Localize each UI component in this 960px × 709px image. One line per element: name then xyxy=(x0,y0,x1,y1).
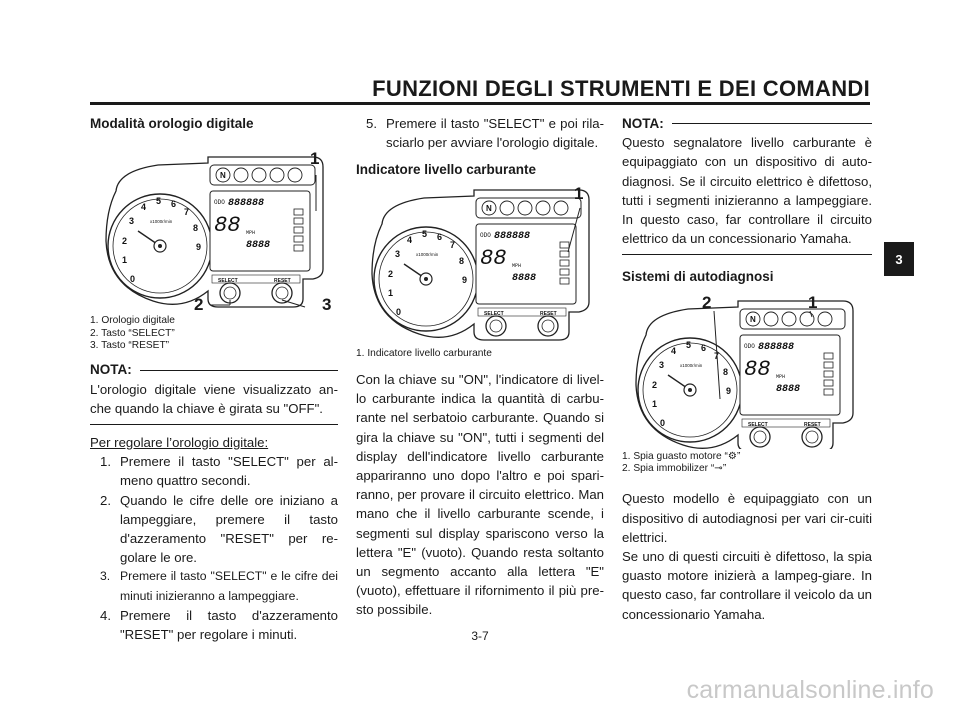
caption-text: 1. Spia guasto motore “ xyxy=(622,450,728,462)
caption-text-end: ” xyxy=(737,450,741,462)
nota-end-rule xyxy=(622,254,872,255)
fuel-gauge-figure xyxy=(356,182,604,342)
caption-text: 2. Spia immobilizer “ xyxy=(622,463,715,475)
procedure-title: Per regolare l’orologio digitale: xyxy=(90,435,269,451)
header-rule xyxy=(90,102,870,105)
column-3 xyxy=(622,114,872,624)
caption-1: 1. Orologio digitale xyxy=(90,315,175,327)
procedure-steps-continued xyxy=(356,114,604,152)
caption-fuel-gauge: 1. Indicatore livello carburante xyxy=(356,347,492,359)
self-diagnosis-body-2: Se uno di questi circuiti è difettoso, la spia guasto motore inizierà a lampeg-giare. In questo caso, far controllare il veicolo da un concessionario Yamaha. xyxy=(622,549,872,622)
step-text: Premere il tasto d'azzeramento "RESET" per regolare i minuti. xyxy=(120,607,338,643)
nota-label: NOTA: xyxy=(622,116,664,131)
nota-rule xyxy=(140,370,338,371)
caption-engine-warning xyxy=(622,451,872,463)
step-item xyxy=(356,114,604,152)
self-diagnosis-drawing xyxy=(622,289,872,449)
fuel-gauge-drawing xyxy=(356,182,604,342)
section-heading-fuel-gauge: Indicatore livello carburante xyxy=(356,162,537,178)
step-number: 1. xyxy=(100,454,111,470)
callout-3: 3 xyxy=(322,295,332,315)
caption-immobilizer xyxy=(622,463,872,475)
procedure-steps xyxy=(90,452,338,644)
step-text: Premere il tasto "SELECT" per al-meno quattro secondi. xyxy=(120,454,338,489)
engine-warning-icon: ⚙ xyxy=(727,450,738,462)
step-number: 4. xyxy=(100,607,111,623)
watermark: carmanualsonline.info xyxy=(686,676,934,704)
step-text: Premere il tasto "SELECT" e le cifre dei minuti inizieranno a lampeggiare. xyxy=(120,569,338,603)
self-diagnosis-figure xyxy=(622,289,872,449)
fuel-gauge-body: Con la chiave su "ON", l'indicatore di livel-lo carburante indica la quantità di carbu-rante nel serbatoio carburante. Quando si gira la chiave su "ON", tutti i segmenti del display dell'indicatore livello carburante appariranno uno dopo l'altro e poi spari-ranno, per provare il circuito elettrico. Man mano che il livello carburante scende, i segmenti sul display spariscono verso la lettera "E" (vuoto). Quando resta soltanto un segmento accanto alla lettera "E" (vuoto), effettuare il rifornimento il più pre-sto possibile. xyxy=(356,372,604,618)
callout-2: 2 xyxy=(702,292,712,312)
nota-end-rule xyxy=(90,424,338,425)
column-1 xyxy=(90,114,338,644)
callout-1: 1 xyxy=(574,183,584,203)
nota-header xyxy=(622,114,872,133)
chapter-tab: 3 xyxy=(884,242,914,276)
step-number: 5. xyxy=(366,116,377,131)
key-icon: ⊸ xyxy=(714,463,723,475)
step-number: 3. xyxy=(100,569,111,584)
section-heading-digital-clock: Modalità orologio digitale xyxy=(90,116,254,131)
step-item xyxy=(90,491,338,568)
page-number: 3-7 xyxy=(471,629,489,643)
step-text: Premere il tasto "SELECT" e poi rila-sciarlo per avviare l'orologio digitale. xyxy=(386,116,604,151)
step-number: 2. xyxy=(100,492,111,508)
caption-2: 2. Tasto “SELECT” xyxy=(90,327,175,339)
section-heading-self-diagnosis: Sistemi di autodiagnosi xyxy=(622,269,774,285)
step-item xyxy=(90,452,338,490)
column-2 xyxy=(356,114,604,620)
nota-header xyxy=(90,360,338,379)
nota-rule xyxy=(672,123,872,124)
callout-2: 2 xyxy=(194,295,204,315)
step-item xyxy=(90,567,338,605)
instrument-panel-figure xyxy=(90,135,338,313)
nota-label: NOTA: xyxy=(90,362,132,378)
caption-3: 3. Tasto “RESET” xyxy=(90,340,170,352)
callout-1: 1 xyxy=(808,292,818,312)
instrument-panel-drawing xyxy=(90,135,338,313)
nota-text: Questo segnalatore livello carburante è equipaggiato con un dispositivo di auto-diagnosi. Se il circuito elettrico è difettoso, tutti i segmenti inizieranno a lampeggiare. In questo caso, far controllare il circuito elettrico da un concessionario Yamaha. xyxy=(622,135,872,247)
caption-text-end: ” xyxy=(722,463,727,475)
callout-1: 1 xyxy=(310,149,320,169)
self-diagnosis-body-1: Questo modello è equipaggiato con un dispositivo di autodiagnosi per vari cir-cuiti elettrici. xyxy=(622,491,872,545)
page-header-title: FUNZIONI DEGLI STRUMENTI E DEI COMANDI xyxy=(372,76,870,101)
nota-text: L'orologio digitale viene visualizzato an-che quando la chiave è girata su "OFF". xyxy=(90,381,338,416)
step-text: Quando le cifre delle ore iniziano a lampeggiare, premere il tasto d'azzeramento "RESET" per re-golare le ore. xyxy=(120,492,338,566)
